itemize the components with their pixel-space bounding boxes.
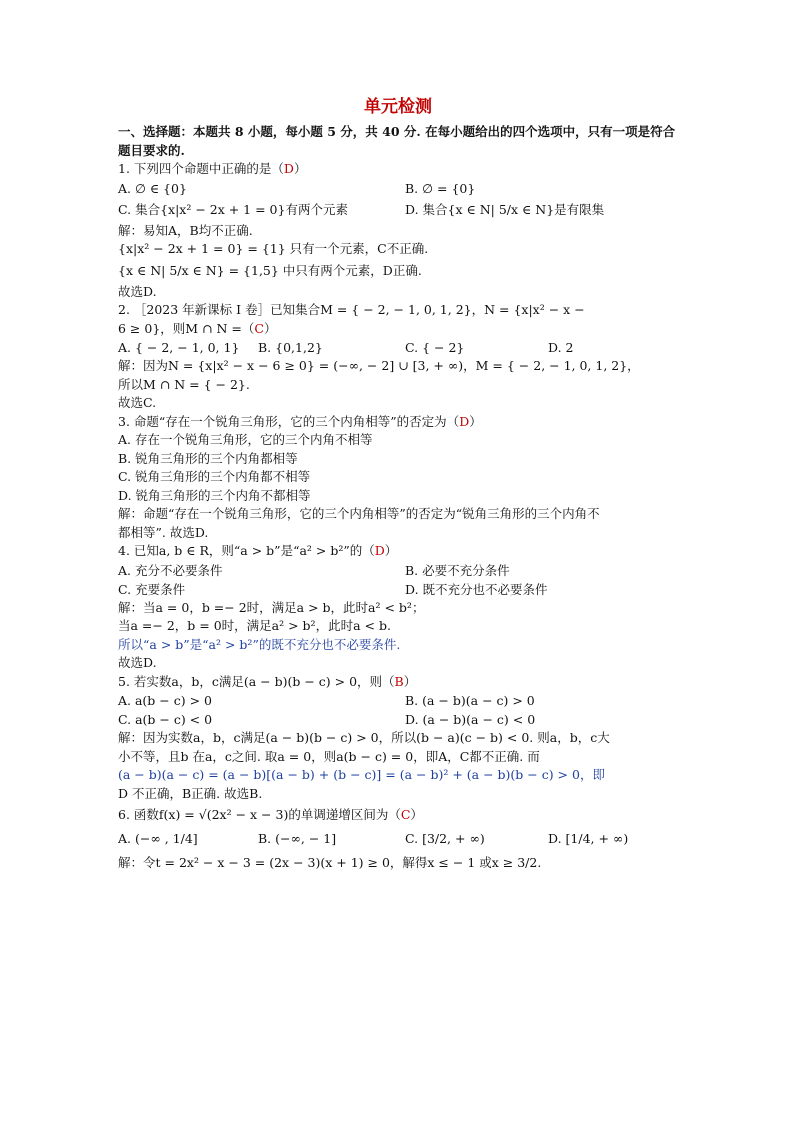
q5-option-c: C. a(b − c) < 0	[118, 712, 213, 727]
q4-options-cd	[118, 580, 678, 599]
q5-options-ab	[118, 691, 678, 710]
q1-stem: 1. 下列四个命题中正确的是（D）	[118, 161, 307, 176]
page-title: 单元检测	[364, 97, 432, 117]
document-page	[118, 92, 678, 875]
q1-solution-3: {x ∈ N| 5/x ∈ N} = {1,5} 中只有两个元素，D正确.	[118, 262, 422, 278]
q5-option-d: D. (a − b)(a − c) < 0	[405, 712, 536, 727]
q6-option-a: A. (−∞ , 1/4]	[118, 831, 198, 846]
q6-answer: C	[400, 807, 411, 822]
q1-answer: D	[283, 161, 294, 176]
q5-solution-4: D 不正确，B正确. 故选B.	[118, 785, 263, 801]
q4-solution-4: 故选D.	[118, 655, 157, 670]
q4-solution-3: 所以“a > b”是“a² > b²”的既不充分也不必要条件.	[118, 636, 401, 652]
q5-answer: B	[394, 673, 404, 689]
q2-solution-2: 所以M ∩ N = { − 2}.	[118, 376, 250, 392]
q4-stem: 4. 已知a, b ∈ R，则“a > b”是“a² > b²”的（D）	[118, 543, 398, 558]
q1-option-b: B. ∅ = {0}	[405, 180, 476, 196]
q3-solution-1: 解：命题“存在一个锐角三角形，它的三个内角相等”的否定为“锐角三角形的三个内角不	[118, 506, 600, 521]
q1-options-cd	[118, 198, 678, 222]
q1-options-ab	[118, 179, 678, 198]
q5-options-cd	[118, 710, 678, 729]
q3-option-c: C. 锐角三角形的三个内角都不相等	[118, 469, 311, 484]
q2-option-d: D. 2	[548, 340, 574, 355]
q2-solution-3: 故选C.	[118, 395, 157, 410]
q5-solution-1: 解：因为实数a，b，c满足(a − b)(b − c) > 0，所以(b − a)(c − b) < 0. 则a，b，c大	[118, 730, 610, 745]
q4-option-b: B. 必要不充分条件	[405, 562, 510, 578]
q6-option-c: C. [3/2, + ∞)	[405, 831, 485, 846]
q5-solution-2: 小不等，且b 在a，c之间. 取a = 0，则a(b − c) = 0，即A，C都不正确. 而	[118, 748, 540, 764]
q2-option-b: B. {0,1,2}	[258, 340, 323, 355]
q1-option-d: D. 集合{x ∈ N| 5/x ∈ N}是有限集	[405, 201, 605, 217]
q3-stem: 3. 命题“存在一个锐角三角形，它的三个内角相等”的否定为（D）	[118, 413, 482, 429]
q2-option-a: A. { − 2, − 1, 0, 1}	[118, 340, 240, 355]
q5-stem: 5. 若实数a，b，c满足(a − b)(b − c) > 0，则（B）	[118, 673, 417, 689]
q3-option-d: D. 锐角三角形的三个内角不都相等	[118, 487, 311, 503]
q2-stem-1: 2. ［2023 年新课标 I 卷］已知集合M = { − 2, − 1, 0, 1, 2}，N = {x|x² − x −	[118, 302, 585, 317]
q1-option-a: A. ∅ ∈ {0}	[118, 180, 187, 196]
q2-solution-1: 解：因为N = {x|x² − x − 6 ≥ 0} = (−∞, − 2] ∪ [3, + ∞)，M = { − 2, − 1, 0, 1, 2}，	[118, 358, 640, 373]
q4-answer: D	[374, 543, 385, 558]
q6-solution-1: 解：令t = 2x² − x − 3 = (2x − 3)(x + 1) ≥ 0，解得x ≤ − 1 或x ≥ 3/2.	[118, 855, 542, 870]
q3-option-b: B. 锐角三角形的三个内角都相等	[118, 450, 298, 466]
q2-answer: C	[254, 320, 264, 336]
q4-option-a: A. 充分不必要条件	[118, 562, 223, 578]
q4-option-c: C. 充要条件	[118, 581, 186, 597]
q4-solution-1: 解：当a = 0，b =− 2时，满足a > b，此时a² < b²；	[118, 599, 425, 615]
q1-solution-2: {x|x² − 2x + 1 = 0} = {1} 只有一个元素，C不正确.	[118, 241, 429, 256]
q4-solution-2: 当a =− 2，b = 0时，满足a² > b²，此时a < b.	[118, 618, 391, 633]
q3-solution-2: 都相等”. 故选D.	[118, 524, 209, 540]
q2-options	[118, 338, 678, 357]
q6-option-d: D. [1/4, + ∞)	[548, 831, 629, 846]
q5-option-b: B. (a − b)(a − c) > 0	[405, 693, 535, 708]
q6-options	[118, 827, 678, 851]
q3-answer: D	[459, 413, 470, 429]
q5-solution-3: (a − b)(a − c) = (a − b)[(a − b) + (b − c)] = (a − b)² + (a − b)(b − c) > 0，即	[118, 767, 605, 782]
q4-option-d: D. 既不充分也不必要条件	[405, 581, 548, 597]
q1-solution-4: 故选D.	[118, 283, 157, 299]
q1-option-c: C. 集合{x|x² − 2x + 1 = 0}有两个元素	[118, 201, 348, 217]
q2-stem-2: 6 ≥ 0}，则M ∩ N =（C）	[118, 320, 277, 336]
q5-option-a: A. a(b − c) > 0	[118, 693, 212, 708]
q6-stem: 6. 函数f(x) = √(2x² − x − 3)的单调递增区间为（C）	[118, 807, 423, 822]
q4-options-ab	[118, 561, 678, 580]
q2-option-c: C. { − 2}	[405, 340, 465, 355]
section-heading: 一、选择题：本题共 8 小题，每小题 5 分，共 40 分. 在每小题给出的四个选项中，只有一项是符合题目要求的.	[118, 124, 676, 158]
q3-option-a: A. 存在一个锐角三角形，它的三个内角不相等	[118, 432, 373, 447]
q6-option-b: B. (−∞, − 1]	[258, 831, 337, 846]
q1-solution-1: 解：易知A，B均不正确.	[118, 222, 253, 238]
